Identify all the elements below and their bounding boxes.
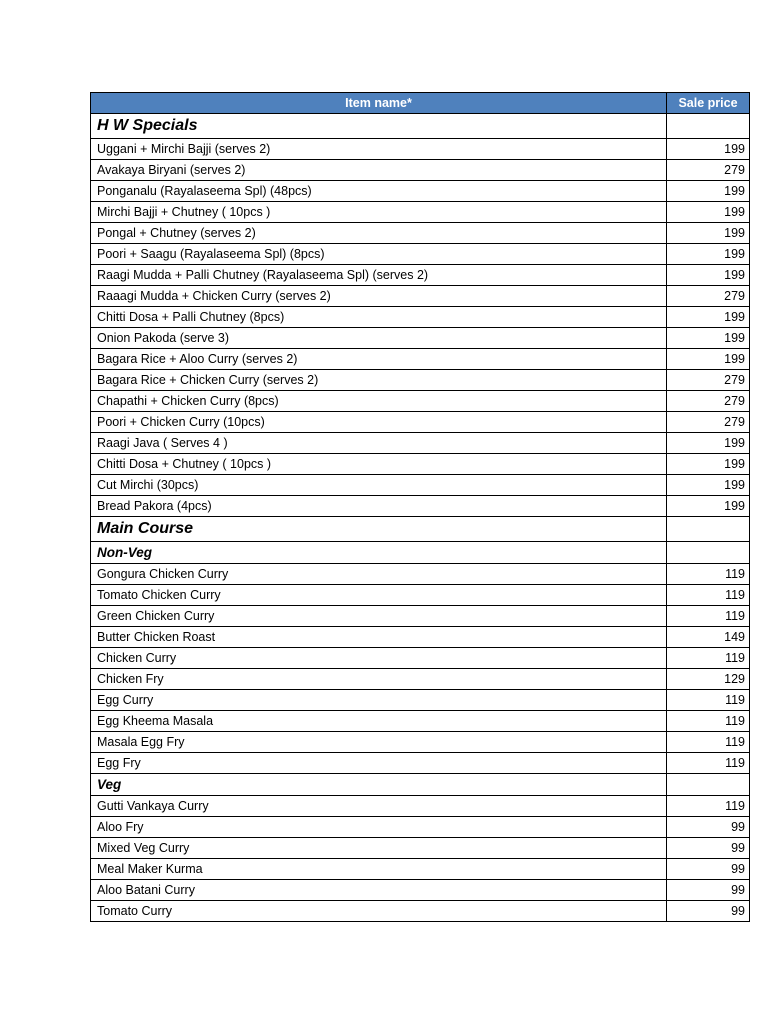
table-row <box>91 265 750 286</box>
table-row <box>91 901 750 922</box>
table-row <box>91 202 750 223</box>
item-name-cell: Egg Curry <box>91 690 667 711</box>
item-name-cell: Raagi Java ( Serves 4 ) <box>91 433 667 454</box>
item-name-cell: Poori + Chicken Curry (10pcs) <box>91 412 667 433</box>
sale-price-cell: 199 <box>667 265 750 286</box>
table-row <box>91 412 750 433</box>
sale-price-cell: 99 <box>667 817 750 838</box>
sale-price-cell: 279 <box>667 286 750 307</box>
table-row <box>91 880 750 901</box>
sale-price-cell <box>667 542 750 564</box>
sale-price-cell: 119 <box>667 585 750 606</box>
table-row <box>91 627 750 648</box>
item-name-cell: Avakaya Biryani (serves 2) <box>91 160 667 181</box>
item-name-cell: Bagara Rice + Chicken Curry (serves 2) <box>91 370 667 391</box>
item-name-cell: Raagi Mudda + Palli Chutney (Rayalaseema Spl) (serves 2) <box>91 265 667 286</box>
table-row <box>91 564 750 585</box>
item-name-cell: Gutti Vankaya Curry <box>91 796 667 817</box>
item-name-cell: Tomato Chicken Curry <box>91 585 667 606</box>
table-row <box>91 307 750 328</box>
sale-price-cell: 99 <box>667 901 750 922</box>
sale-price-cell <box>667 774 750 796</box>
table-row <box>91 370 750 391</box>
table-row <box>91 817 750 838</box>
sale-price-cell: 119 <box>667 564 750 585</box>
sale-price-column-header: Sale price <box>667 93 750 114</box>
sale-price-cell: 199 <box>667 307 750 328</box>
subsection-row <box>91 774 750 796</box>
sale-price-cell: 279 <box>667 391 750 412</box>
table-row <box>91 454 750 475</box>
sale-price-cell: 119 <box>667 732 750 753</box>
table-row <box>91 328 750 349</box>
sale-price-cell: 199 <box>667 496 750 517</box>
table-row <box>91 796 750 817</box>
sale-price-cell: 199 <box>667 244 750 265</box>
sale-price-cell: 279 <box>667 160 750 181</box>
table-row <box>91 496 750 517</box>
sale-price-cell: 199 <box>667 139 750 160</box>
table-body <box>91 114 750 922</box>
item-name-cell: Chicken Curry <box>91 648 667 669</box>
item-name-cell: Chitti Dosa + Palli Chutney (8pcs) <box>91 307 667 328</box>
item-name-cell: Aloo Fry <box>91 817 667 838</box>
table-row <box>91 859 750 880</box>
item-name-cell: Masala Egg Fry <box>91 732 667 753</box>
item-name-cell: Bagara Rice + Aloo Curry (serves 2) <box>91 349 667 370</box>
item-name-cell: Mixed Veg Curry <box>91 838 667 859</box>
item-name-cell: Meal Maker Kurma <box>91 859 667 880</box>
subsection-row <box>91 542 750 564</box>
sale-price-cell: 199 <box>667 202 750 223</box>
table-row <box>91 711 750 732</box>
item-name-cell: Bread Pakora (4pcs) <box>91 496 667 517</box>
subsection-title: Veg <box>91 774 667 796</box>
table-header-row <box>91 93 750 114</box>
sale-price-cell: 199 <box>667 223 750 244</box>
item-name-cell: Tomato Curry <box>91 901 667 922</box>
section-title: Main Course <box>91 517 667 542</box>
item-name-cell: Chitti Dosa + Chutney ( 10pcs ) <box>91 454 667 475</box>
sale-price-cell: 129 <box>667 669 750 690</box>
table-row <box>91 606 750 627</box>
table-row <box>91 181 750 202</box>
sale-price-cell: 199 <box>667 181 750 202</box>
table-row <box>91 139 750 160</box>
section-row <box>91 114 750 139</box>
sale-price-cell: 199 <box>667 349 750 370</box>
item-name-cell: Green Chicken Curry <box>91 606 667 627</box>
item-name-cell: Poori + Saagu (Rayalaseema Spl) (8pcs) <box>91 244 667 265</box>
sale-price-cell: 119 <box>667 690 750 711</box>
table-row <box>91 475 750 496</box>
sale-price-cell <box>667 114 750 139</box>
item-name-cell: Aloo Batani Curry <box>91 880 667 901</box>
table-row <box>91 391 750 412</box>
table-row <box>91 244 750 265</box>
section-title: H W Specials <box>91 114 667 139</box>
item-name-cell: Ponganalu (Rayalaseema Spl) (48pcs) <box>91 181 667 202</box>
table-row <box>91 838 750 859</box>
section-row <box>91 517 750 542</box>
table-row <box>91 223 750 244</box>
sale-price-cell: 119 <box>667 753 750 774</box>
item-name-cell: Mirchi Bajji + Chutney ( 10pcs ) <box>91 202 667 223</box>
item-name-cell: Chapathi + Chicken Curry (8pcs) <box>91 391 667 412</box>
table-row <box>91 648 750 669</box>
sale-price-cell: 279 <box>667 370 750 391</box>
sale-price-cell: 119 <box>667 648 750 669</box>
sale-price-cell: 99 <box>667 859 750 880</box>
sale-price-cell: 149 <box>667 627 750 648</box>
table-row <box>91 669 750 690</box>
sale-price-cell <box>667 517 750 542</box>
table-row <box>91 349 750 370</box>
subsection-title: Non-Veg <box>91 542 667 564</box>
item-name-cell: Egg Fry <box>91 753 667 774</box>
item-name-column-header: Item name* <box>91 93 667 114</box>
menu-price-table <box>90 92 750 922</box>
sale-price-cell: 199 <box>667 433 750 454</box>
item-name-cell: Onion Pakoda (serve 3) <box>91 328 667 349</box>
table-row <box>91 585 750 606</box>
item-name-cell: Chicken Fry <box>91 669 667 690</box>
item-name-cell: Pongal + Chutney (serves 2) <box>91 223 667 244</box>
sale-price-cell: 119 <box>667 711 750 732</box>
item-name-cell: Butter Chicken Roast <box>91 627 667 648</box>
table-row <box>91 286 750 307</box>
table-row <box>91 160 750 181</box>
sale-price-cell: 119 <box>667 606 750 627</box>
sale-price-cell: 279 <box>667 412 750 433</box>
sale-price-cell: 199 <box>667 454 750 475</box>
item-name-cell: Uggani + Mirchi Bajji (serves 2) <box>91 139 667 160</box>
sale-price-cell: 119 <box>667 796 750 817</box>
table-row <box>91 732 750 753</box>
item-name-cell: Cut Mirchi (30pcs) <box>91 475 667 496</box>
item-name-cell: Egg Kheema Masala <box>91 711 667 732</box>
sale-price-cell: 199 <box>667 328 750 349</box>
sale-price-cell: 99 <box>667 880 750 901</box>
table-row <box>91 690 750 711</box>
item-name-cell: Raaagi Mudda + Chicken Curry (serves 2) <box>91 286 667 307</box>
sale-price-cell: 99 <box>667 838 750 859</box>
sale-price-cell: 199 <box>667 475 750 496</box>
table-row <box>91 753 750 774</box>
table-row <box>91 433 750 454</box>
item-name-cell: Gongura Chicken Curry <box>91 564 667 585</box>
